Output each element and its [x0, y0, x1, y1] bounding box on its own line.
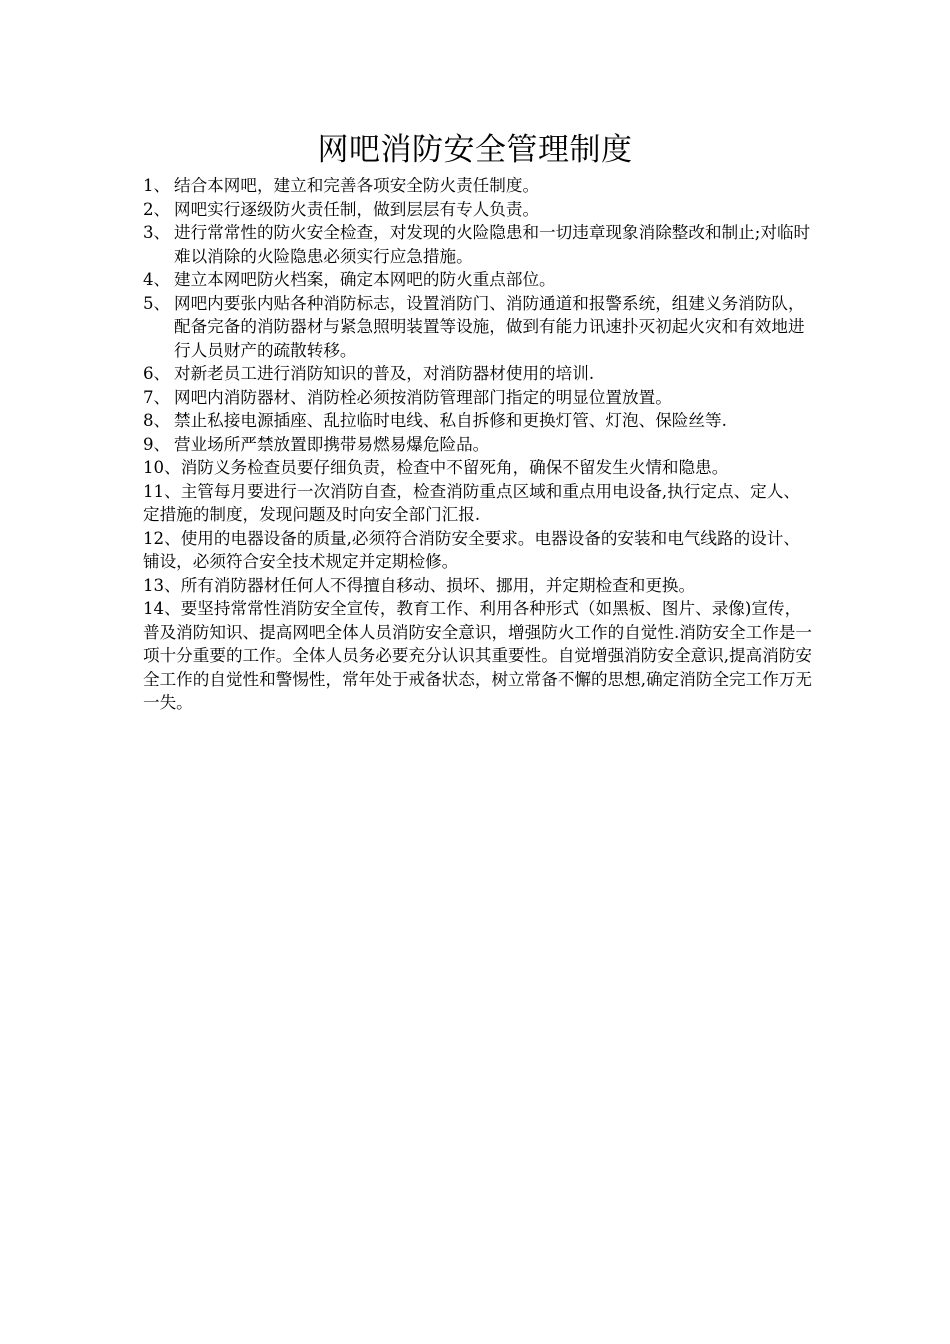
item-number: 8、 — [143, 411, 171, 430]
page-title: 网吧消防安全管理制度 — [317, 132, 633, 168]
item-text: 营业场所严禁放置即携带易燃易爆危险品。 — [174, 434, 490, 454]
item-number: 2、 — [143, 199, 171, 219]
list-item — [143, 198, 813, 222]
list-item — [143, 362, 813, 386]
item-text: 禁止私接电源插座、乱拉临时电线、私自拆修和更换灯管、灯泡、保险丝等. — [174, 411, 727, 430]
list-item — [143, 174, 813, 198]
item-text: 要坚持常常性消防安全宣传，教育工作、利用各种形式（如黑板、图片、录像)宣传，普及消防知识、提高网吧全体人员消防安全意识，增强防火工作的自觉性.消防安全工作是一项十分重要的工作。全体人员务必要充分认识其重要性。自觉增强消防安全意识,提高消防安全工作的自觉性和警惕性，常年处于戒备状态，树立常备不懈的思想,确定消防全完工作万无一失。 — [143, 599, 813, 712]
item-text: 网吧内消防器材、消防栓必须按消防管理部门指定的明显位置放置。 — [174, 387, 672, 407]
item-number: 4、 — [143, 270, 171, 289]
item-number: 1、 — [143, 176, 171, 195]
item-number: 11、 — [143, 481, 181, 501]
item-text: 网吧实行逐级防火责任制，做到层层有专人负责。 — [174, 199, 540, 219]
item-number: 14、 — [143, 599, 181, 618]
item-number: 13、 — [143, 575, 181, 595]
item-number: 10、 — [143, 458, 181, 477]
list-item — [143, 527, 813, 574]
item-number: 6、 — [143, 364, 171, 383]
list-item — [143, 268, 813, 292]
item-number: 7、 — [143, 387, 171, 407]
item-text: 对新老员工进行消防知识的普及，对消防器材使用的培训. — [174, 364, 595, 383]
list-item — [143, 574, 813, 598]
item-text: 消防义务检查员要仔细负责，检查中不留死角，确保不留发生火情和隐患。 — [180, 458, 729, 477]
item-text: 建立本网吧防火档案，确定本网吧的防火重点部位。 — [174, 270, 556, 289]
list-item — [143, 597, 813, 715]
item-text: 网吧内要张内贴各种消防标志，设置消防门、消防通道和报警系统，组建义务消防队，配备完备的消防器材与紧急照明装置等设施，做到有能力讯速扑灭初起火灾和有效地进行人员财产的疏散转移。 — [174, 293, 805, 360]
item-number: 5、 — [143, 293, 171, 313]
list-item — [143, 292, 813, 363]
item-text: 所有消防器材任何人不得擅自移动、损坏、挪用，并定期检查和更换。 — [180, 575, 696, 595]
item-text: 主管每月要进行一次消防自查，检查消防重点区域和重点用电设备,执行定点、定人、定措施的制度，发现问题及时向安全部门汇报. — [143, 481, 800, 524]
list-item — [143, 433, 813, 457]
list-item — [143, 221, 813, 268]
list-item — [143, 456, 813, 480]
item-text: 结合本网吧，建立和完善各项安全防火责任制度。 — [174, 176, 540, 195]
item-text: 进行常常性的防火安全检查，对发现的火险隐患和一切违章现象消除整改和制止;对临时难以消除的火险隐患必须实行应急措施。 — [174, 223, 811, 266]
list-item — [143, 386, 813, 410]
item-text: 使用的电器设备的质量,必须符合消防安全要求。电器设备的安装和电气线路的设计、铺设，必须符合安全技术规定并定期检修。 — [143, 528, 800, 571]
item-number: 3、 — [143, 223, 171, 242]
item-number: 12、 — [143, 528, 181, 548]
item-number: 9、 — [143, 434, 171, 454]
list-item — [143, 409, 813, 433]
list-item — [143, 480, 813, 527]
rules-list — [143, 174, 813, 715]
